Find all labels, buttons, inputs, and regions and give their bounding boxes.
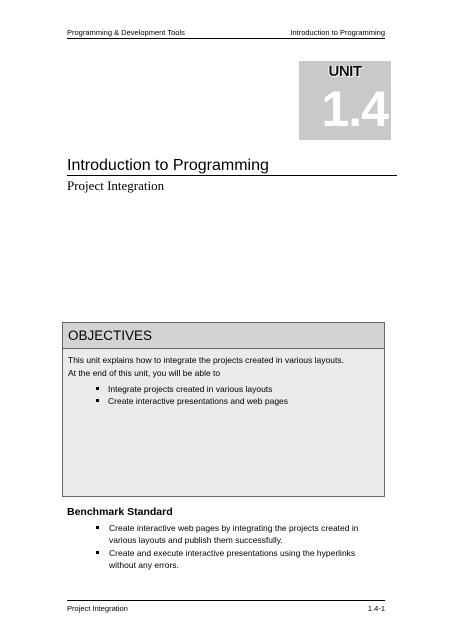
objectives-list [68, 383, 379, 407]
objectives-intro-2: At the end of this unit, you will be able to [68, 368, 221, 378]
benchmark-item-line: various layouts and publish them successfully. [109, 535, 283, 545]
unit-label: UNIT [328, 63, 362, 80]
benchmark-heading: Benchmark Standard [67, 506, 173, 518]
benchmark-item [67, 547, 385, 571]
objectives-heading: OBJECTIVES [63, 323, 384, 349]
header-right-text: Introduction to Programming [290, 28, 385, 37]
benchmark-item [67, 522, 385, 546]
page-footer [67, 600, 385, 613]
benchmark-item-line: Create interactive web pages by integrating the projects created in [109, 523, 359, 533]
page-title: Introduction to Programming [67, 157, 397, 176]
header-left-text: Programming & Development Tools [67, 28, 185, 37]
benchmark-list [67, 522, 385, 571]
page-subtitle: Project Integration [67, 178, 165, 193]
objectives-body [63, 349, 384, 407]
footer-left-text: Project Integration [67, 604, 128, 613]
objectives-intro-1: This unit explains how to integrate the projects created in various layouts. [68, 355, 344, 365]
unit-number: 1.4 [321, 81, 388, 137]
page-number: 1.4-1 [367, 604, 385, 613]
title-block [67, 157, 397, 194]
benchmark-item-line: without any errors. [109, 560, 179, 570]
benchmark-section [67, 505, 385, 572]
unit-badge [299, 61, 391, 140]
objective-item: Integrate projects created in various layouts [68, 383, 379, 395]
objective-item: Create interactive presentations and web pages [68, 395, 379, 407]
page-header [67, 28, 385, 39]
benchmark-item-line: Create and execute interactive presentations using the hyperlinks [109, 548, 356, 558]
objectives-box [62, 322, 385, 497]
